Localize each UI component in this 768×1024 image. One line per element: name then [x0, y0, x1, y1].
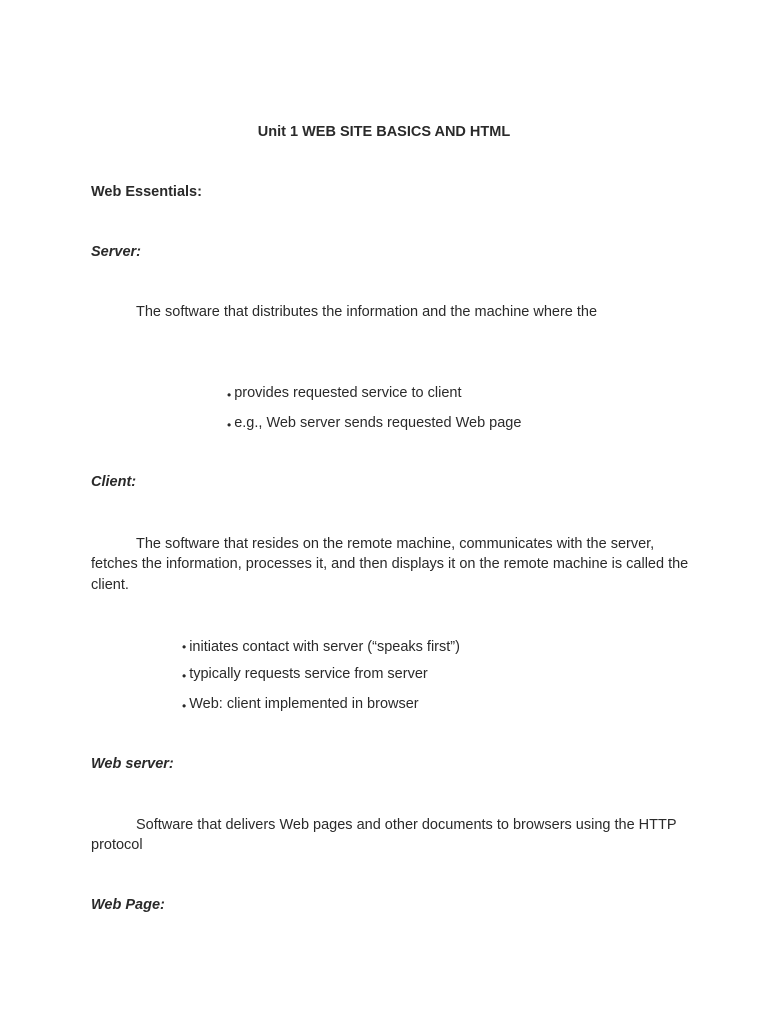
bullet-glyph: • [182, 699, 187, 713]
section-heading-web-page: Web Page: [91, 897, 165, 913]
server-bullet-item [227, 383, 462, 403]
bullet-glyph: • [182, 640, 187, 654]
client-paragraph: The software that resides on the remote machine, communicates with the server, fetches the information, processes it, and then displays it on the remote machine is called the client. [91, 536, 689, 593]
section-heading-server: Server: [91, 244, 141, 260]
bullet-glyph: • [227, 418, 232, 432]
client-bullet-item [182, 694, 419, 714]
client-bullet-item [182, 664, 428, 684]
web-server-paragraph: Software that delivers Web pages and other documents to browsers using the HTTP protocol [91, 817, 677, 854]
server-bullet-text: e.g., Web server sends requested Web page [234, 415, 522, 431]
bullet-glyph: • [182, 669, 187, 683]
server-paragraph: The software that distributes the information and the machine where the [136, 304, 598, 320]
server-bullet-item [227, 413, 521, 433]
section-heading-web-server: Web server: [91, 756, 174, 772]
client-bullet-text: Web: client implemented in browser [189, 696, 419, 712]
section-heading-client: Client: [91, 474, 137, 490]
section-heading-web-essentials: Web Essentials: [91, 184, 202, 200]
server-bullet-text: provides requested service to client [234, 385, 462, 401]
client-bullet-text: typically requests service from server [189, 666, 428, 682]
client-bullet-item [182, 637, 460, 657]
client-bullet-text: initiates contact with server (“speaks first”) [189, 639, 460, 655]
bullet-glyph: • [227, 388, 232, 402]
page-title: Unit 1 WEB SITE BASICS AND HTML [257, 124, 511, 140]
